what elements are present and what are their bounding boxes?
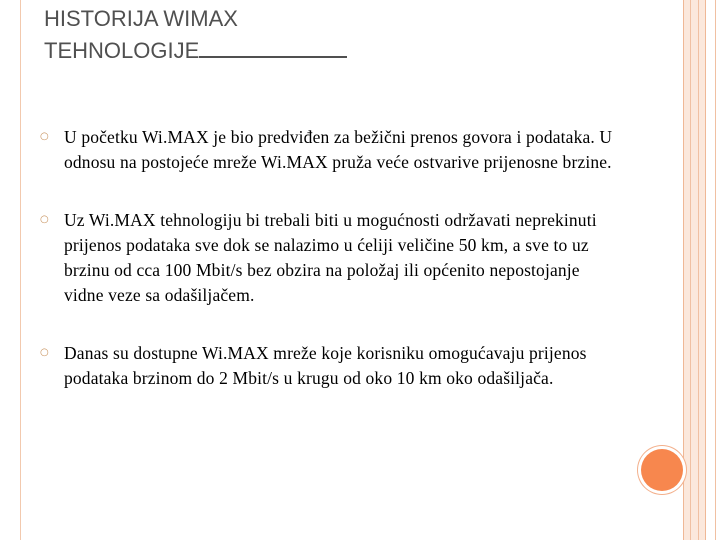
left-border-line (20, 0, 21, 540)
slide-title-line-1: HISTORIJA WIMAX (44, 6, 238, 31)
bullet-text-1: U početku Wi.MAX je bio predviđen za bežični prenos govora i podataka. U odnosu na postojeće mreže Wi.MAX pruža veće ostvarive prijenosne brzine. (64, 127, 613, 172)
slide-title (44, 4, 464, 65)
bullet-text-2: Uz Wi.MAX tehnologiju bi trebali biti u mogućnosti održavati neprekinuti prijenos podataka sve dok se nalazimo u ćeliji veličine 50 km, a sve to uz brzinu od cca 100 Mbit/s bez obzira na položaj ili općenito nepostojanje vidne veze sa odašiljačem. (64, 210, 597, 305)
decorative-orange-circle (641, 449, 683, 491)
right-frame-inner-line (690, 0, 691, 540)
hollow-diamond-bullet-icon: ○ (40, 214, 49, 225)
hollow-diamond-bullet-icon: ○ (40, 347, 49, 358)
right-frame-band (683, 0, 706, 540)
slide-title-line-2-text: TEHNOLOGIJE (44, 38, 200, 63)
slide-title-line-2 (44, 33, 464, 65)
right-frame-inner-line (698, 0, 699, 540)
hollow-diamond-bullet-icon: ○ (40, 131, 49, 142)
bullet-text-3: Danas su dostupne Wi.MAX mreže koje korisniku omogućavaju prijenos podataka brzinom do 2 Mbit/s u krugu od oko 10 km oko odašiljača. (64, 343, 587, 388)
right-frame-outer-line (715, 0, 716, 540)
title-underline (199, 33, 347, 58)
